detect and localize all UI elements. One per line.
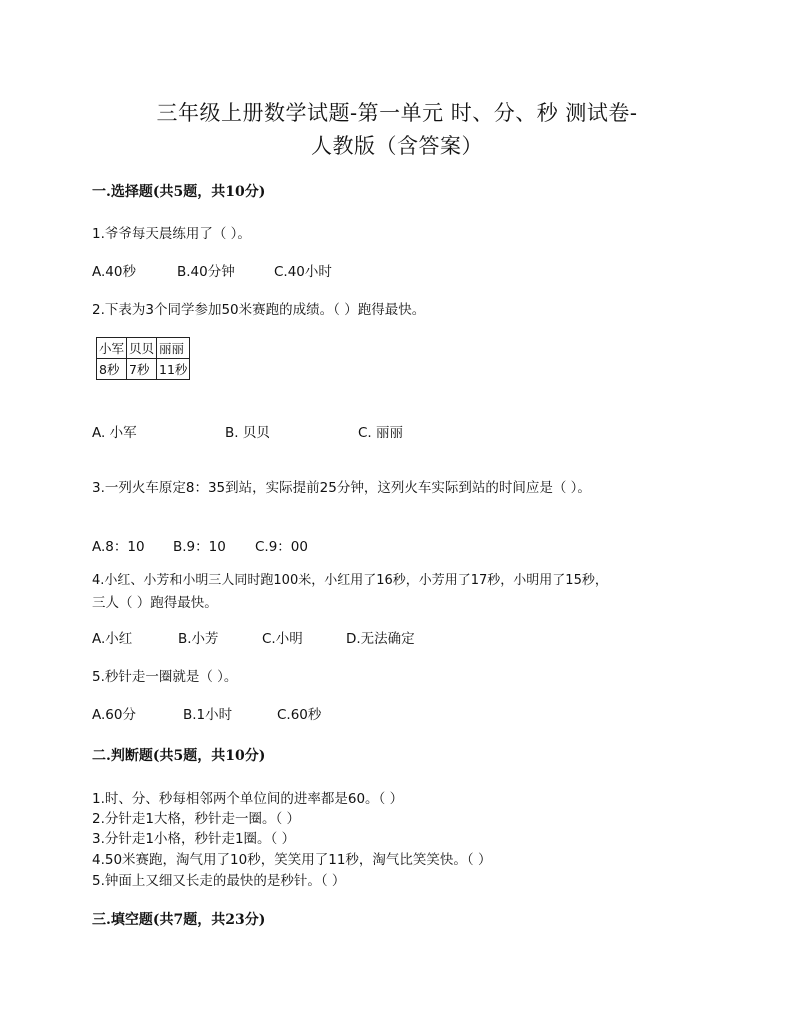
judgement-item: 5.钟面上又细又长走的最快的是秒针。（ ） (92, 873, 346, 889)
document-title-line2: 人教版（含答案） (311, 134, 483, 158)
table-cell: 丽丽 (157, 338, 190, 359)
option-c: C.40小时 (274, 264, 332, 280)
option-a: A.小红 (92, 631, 133, 647)
option-c: C.9：00 (255, 539, 308, 555)
option-c: C.60秒 (277, 707, 322, 723)
document-title-line1: 三年级上册数学试题-第一单元 时、分、秒 测试卷- (156, 101, 638, 125)
section-heading-judgement: 二.判断题(共5题，共10分) (92, 748, 266, 764)
score-table (96, 337, 190, 380)
table-cell: 11秒 (157, 359, 190, 380)
option-b: B. 贝贝 (225, 425, 270, 441)
option-b: B.40分钟 (177, 264, 235, 280)
option-b: B.9：10 (173, 539, 226, 555)
table-cell: 7秒 (127, 359, 157, 380)
question-2: 2.下表为3个同学参加50米赛跑的成绩。（ ）跑得最快。 (92, 302, 426, 318)
section-heading-fill-in: 三.填空题(共7题，共23分) (92, 912, 266, 928)
section-heading-choice: 一.选择题(共5题，共10分) (92, 184, 266, 200)
judgement-item: 1.时、分、秒每相邻两个单位间的进率都是60。（ ） (92, 791, 404, 807)
option-a: A. 小军 (92, 425, 137, 441)
option-c: C. 丽丽 (358, 425, 404, 441)
judgement-item: 4.50米赛跑，淘气用了10秒，笑笑用了11秒，淘气比笑笑快。（ ） (92, 852, 492, 868)
table-row (97, 359, 190, 380)
option-a: A.60分 (92, 707, 136, 723)
table-cell: 小军 (97, 338, 127, 359)
question-5: 5.秒针走一圈就是（ ）。 (92, 669, 238, 685)
question-3: 3.一列火车原定8：35到站，实际提前25分钟，这列火车实际到站的时间应是（ ）。 (92, 480, 591, 496)
option-b: B.小芳 (178, 631, 219, 647)
question-4-line2: 三人（ ）跑得最快。 (92, 595, 218, 611)
table-cell: 8秒 (97, 359, 127, 380)
table-row (97, 338, 190, 359)
option-c: C.小明 (262, 631, 303, 647)
option-b: B.1小时 (183, 707, 233, 723)
judgement-item: 3.分针走1小格，秒针走1圈。（ ） (92, 831, 296, 847)
option-a: A.8：10 (92, 539, 145, 555)
option-a: A.40秒 (92, 264, 136, 280)
question-1: 1.爷爷每天晨练用了（ ）。 (92, 226, 251, 242)
judgement-item: 2.分针走1大格，秒针走一圈。（ ） (92, 811, 301, 827)
question-4-line1: 4.小红、小芳和小明三人同时跑100米，小红用了16秒，小芳用了17秒，小明用了15秒， (92, 573, 608, 588)
option-d: D.无法确定 (346, 631, 415, 647)
table-cell: 贝贝 (127, 338, 157, 359)
